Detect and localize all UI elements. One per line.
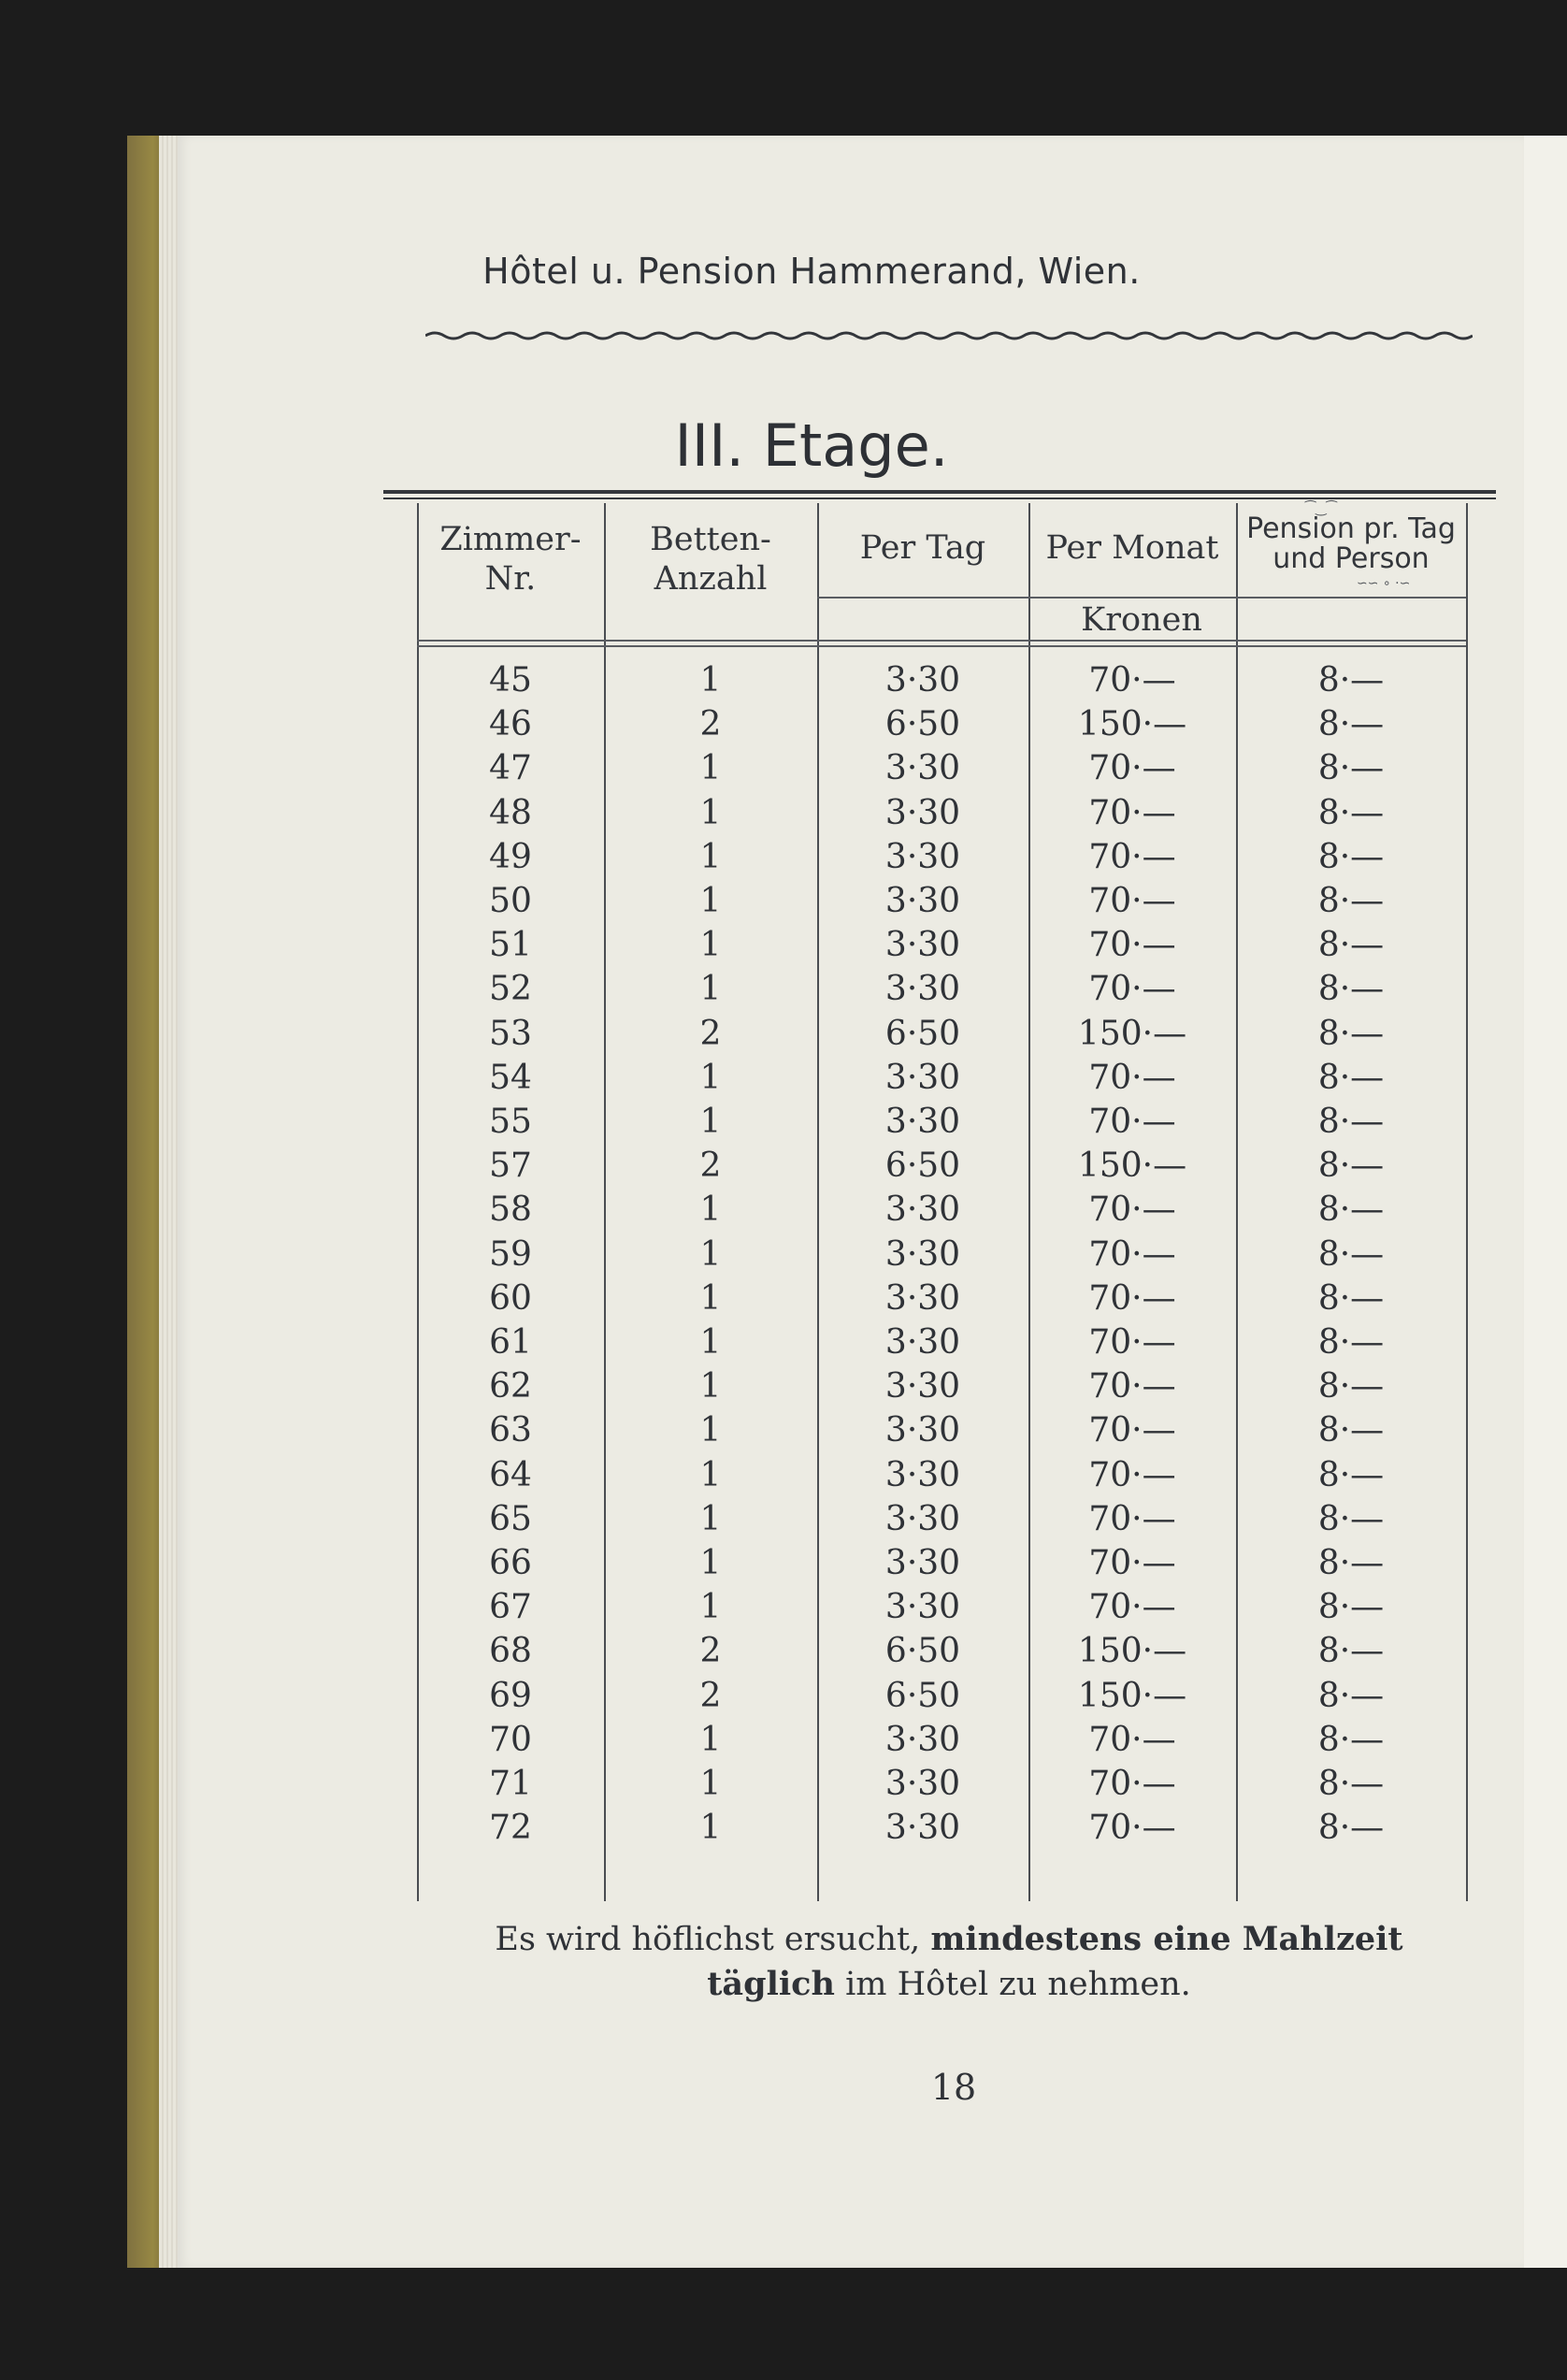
cell-per-monat: 150·—: [1077, 1676, 1187, 1715]
cell-per-monat: 70·—: [1088, 1499, 1176, 1538]
decorative-wave-rule: [425, 329, 1473, 342]
cell-betten-anzahl: 1: [699, 1103, 722, 1141]
cell-pension: 8·—: [1317, 1411, 1385, 1450]
table-row: [417, 1806, 1466, 1850]
cell-betten-anzahl: 1: [699, 1367, 722, 1406]
cell-per-monat: 70·—: [1088, 1544, 1176, 1582]
cell-pension: 8·—: [1317, 882, 1385, 920]
table-row: [417, 835, 1466, 879]
note-emphasis: täglich: [707, 1965, 835, 2003]
cell-pension: 8·—: [1317, 1014, 1385, 1053]
table-row: [417, 1718, 1466, 1762]
table-row: [417, 1233, 1466, 1277]
cell-pension: 8·—: [1317, 1367, 1385, 1406]
cell-per-monat: 150·—: [1077, 705, 1187, 744]
table-row: [417, 1320, 1466, 1364]
cell-per-monat: 70·—: [1088, 1411, 1176, 1450]
cell-pension: 8·—: [1317, 1278, 1385, 1318]
table-row: [417, 1408, 1466, 1452]
cell-per-monat: 70·—: [1088, 1367, 1176, 1406]
header-pension: Pension pr. Tag und Person: [1246, 512, 1456, 575]
cell-pension: 8·—: [1317, 1103, 1385, 1141]
cell-per-tag: 3·30: [884, 793, 961, 832]
cell-betten-anzahl: 1: [699, 1455, 722, 1494]
cell-per-monat: 70·—: [1088, 1278, 1176, 1318]
cell-per-tag: 3·30: [884, 1367, 961, 1406]
cell-zimmer-nr: 67: [489, 1588, 532, 1627]
header-per-monat: Per Monat: [1045, 529, 1219, 567]
table-row: [417, 923, 1466, 967]
table-row: [417, 1453, 1466, 1497]
cell-per-tag: 6·50: [884, 1014, 961, 1053]
cell-pension: 8·—: [1317, 793, 1385, 832]
ornament-icon: ∽∽ ∘ ·∽: [1357, 576, 1411, 591]
cell-betten-anzahl: 1: [699, 926, 722, 965]
table-row: [417, 1277, 1466, 1320]
cell-zimmer-nr: 55: [489, 1103, 532, 1141]
cell-per-monat: 70·—: [1088, 1323, 1176, 1362]
cell-pension: 8·—: [1317, 1147, 1385, 1186]
cell-per-monat: 70·—: [1088, 1103, 1176, 1141]
cell-per-tag: 3·30: [884, 1720, 961, 1759]
cell-betten-anzahl: 2: [699, 1676, 722, 1715]
header-zimmer: Zimmer-Nr.: [439, 521, 582, 598]
table-row: [417, 1585, 1466, 1629]
cell-zimmer-nr: 70: [489, 1720, 532, 1759]
cell-betten-anzahl: 1: [699, 1544, 722, 1582]
cell-per-monat: 70·—: [1088, 882, 1176, 920]
cell-betten-anzahl: 1: [699, 1720, 722, 1759]
cell-per-tag: 6·50: [884, 705, 961, 744]
cell-per-tag: 6·50: [884, 1676, 961, 1715]
cell-per-monat: 70·—: [1088, 970, 1176, 1009]
cell-per-tag: 3·30: [884, 1323, 961, 1362]
cell-zimmer-nr: 46: [489, 705, 532, 744]
cell-zimmer-nr: 68: [489, 1632, 532, 1671]
cell-per-tag: 3·30: [884, 1765, 961, 1803]
cell-per-tag: 6·50: [884, 1147, 961, 1186]
cell-pension: 8·—: [1317, 1455, 1385, 1494]
cell-per-monat: 70·—: [1088, 793, 1176, 832]
table-top-rule-thin: [383, 498, 1496, 499]
cell-zimmer-nr: 51: [489, 926, 532, 965]
table-row: [417, 1012, 1466, 1056]
cell-per-tag: 3·30: [884, 1058, 961, 1097]
table-row: [417, 1056, 1466, 1100]
table-row: [417, 1100, 1466, 1144]
cell-zimmer-nr: 54: [489, 1058, 532, 1097]
floor-title: III. Etage.: [674, 411, 949, 480]
cell-betten-anzahl: 1: [699, 1765, 722, 1803]
header-rule: [417, 640, 1466, 642]
cell-zimmer-nr: 48: [489, 793, 532, 832]
cell-per-tag: 3·30: [884, 926, 961, 965]
table-row: [417, 1497, 1466, 1541]
cell-betten-anzahl: 2: [699, 1147, 722, 1186]
table-row: [417, 1144, 1466, 1188]
cell-per-monat: 70·—: [1088, 1588, 1176, 1627]
page-number: 18: [930, 2067, 977, 2108]
cell-pension: 8·—: [1317, 970, 1385, 1009]
table-row: [417, 746, 1466, 790]
cell-per-tag: 3·30: [884, 1544, 961, 1582]
cell-betten-anzahl: 2: [699, 1014, 722, 1053]
cell-pension: 8·—: [1317, 1058, 1385, 1097]
note-text: im Hôtel zu nehmen.: [834, 1966, 1191, 2003]
cell-per-monat: 70·—: [1088, 1190, 1176, 1230]
cell-per-monat: 70·—: [1088, 1720, 1176, 1759]
cell-zimmer-nr: 64: [489, 1455, 532, 1494]
cell-zimmer-nr: 72: [489, 1809, 532, 1848]
cell-betten-anzahl: 1: [699, 1234, 722, 1274]
cell-betten-anzahl: 1: [699, 1809, 722, 1848]
cell-pension: 8·—: [1317, 1676, 1385, 1715]
cell-pension: 8·—: [1317, 1323, 1385, 1362]
table-row: [417, 1541, 1466, 1585]
header-subrule: [817, 597, 1466, 599]
cell-per-tag: 3·30: [884, 1278, 961, 1318]
table-row: [417, 1188, 1466, 1232]
cell-betten-anzahl: 1: [699, 837, 722, 876]
cell-zimmer-nr: 61: [489, 1323, 532, 1362]
cell-pension: 8·—: [1317, 1588, 1385, 1627]
cell-zimmer-nr: 53: [489, 1014, 532, 1053]
cell-betten-anzahl: 2: [699, 705, 722, 744]
cell-betten-anzahl: 1: [699, 1499, 722, 1538]
table-row: [417, 791, 1466, 835]
cell-zimmer-nr: 63: [489, 1411, 532, 1450]
cell-pension: 8·—: [1317, 1809, 1385, 1848]
cell-per-tag: 3·30: [884, 1499, 961, 1538]
meal-note: [411, 1917, 1487, 2007]
cell-pension: 8·—: [1317, 1190, 1385, 1230]
cell-betten-anzahl: 1: [699, 882, 722, 920]
cell-per-tag: 3·30: [884, 1588, 961, 1627]
cell-zimmer-nr: 69: [489, 1676, 532, 1715]
cell-betten-anzahl: 1: [699, 1411, 722, 1450]
cell-per-tag: 3·30: [884, 970, 961, 1009]
table-row: [417, 1674, 1466, 1718]
cell-pension: 8·—: [1317, 1544, 1385, 1582]
cell-per-tag: 3·30: [884, 661, 961, 700]
cell-per-monat: 70·—: [1088, 1058, 1176, 1097]
table-top-rule: [383, 490, 1496, 494]
ornament-icon: ⁀‿⁀: [1305, 501, 1337, 516]
cell-pension: 8·—: [1317, 1499, 1385, 1538]
header-per-tag: Per Tag: [859, 529, 986, 567]
cell-zimmer-nr: 59: [489, 1234, 532, 1274]
cell-pension: 8·—: [1317, 705, 1385, 744]
cell-zimmer-nr: 58: [489, 1190, 532, 1230]
cell-pension: 8·—: [1317, 1632, 1385, 1671]
cell-per-tag: 3·30: [884, 1411, 961, 1450]
cell-per-monat: 70·—: [1088, 926, 1176, 965]
cell-betten-anzahl: 1: [699, 1323, 722, 1362]
cell-per-monat: 70·—: [1088, 1455, 1176, 1494]
cell-zimmer-nr: 66: [489, 1544, 532, 1582]
cell-zimmer-nr: 50: [489, 882, 532, 920]
note-text: Es wird höflichst ersucht,: [495, 1921, 931, 1958]
cell-zimmer-nr: 45: [489, 661, 532, 700]
cell-per-tag: 3·30: [884, 882, 961, 920]
table-row: [417, 1762, 1466, 1806]
cell-betten-anzahl: 1: [699, 1278, 722, 1318]
cell-per-monat: 70·—: [1088, 749, 1176, 788]
cell-per-monat: 70·—: [1088, 1234, 1176, 1274]
cell-per-monat: 150·—: [1077, 1147, 1187, 1186]
cell-per-monat: 70·—: [1088, 661, 1176, 700]
cell-zimmer-nr: 49: [489, 837, 532, 876]
cell-pension: 8·—: [1317, 837, 1385, 876]
cell-zimmer-nr: 47: [489, 749, 532, 788]
cell-betten-anzahl: 1: [699, 1190, 722, 1230]
cell-betten-anzahl: 1: [699, 749, 722, 788]
cell-pension: 8·—: [1317, 1720, 1385, 1759]
table-row: [417, 1364, 1466, 1408]
cell-per-monat: 70·—: [1088, 837, 1176, 876]
cell-zimmer-nr: 62: [489, 1367, 532, 1406]
cell-per-tag: 3·30: [884, 1455, 961, 1494]
cell-per-tag: 3·30: [884, 1234, 961, 1274]
note-emphasis: mindestens eine Mahlzeit: [930, 1920, 1403, 1958]
cell-per-tag: 6·50: [884, 1632, 961, 1671]
table-row: [417, 879, 1466, 923]
cell-per-tag: 3·30: [884, 1809, 961, 1848]
cell-per-tag: 3·30: [884, 749, 961, 788]
cell-zimmer-nr: 65: [489, 1499, 532, 1538]
table-border-right: [1466, 503, 1468, 1901]
cell-zimmer-nr: 57: [489, 1147, 532, 1186]
cell-betten-anzahl: 1: [699, 970, 722, 1009]
cell-per-tag: 3·30: [884, 1190, 961, 1230]
cell-betten-anzahl: 2: [699, 1632, 722, 1671]
cell-betten-anzahl: 1: [699, 1588, 722, 1627]
cell-zimmer-nr: 71: [489, 1765, 532, 1803]
cell-betten-anzahl: 1: [699, 661, 722, 700]
cell-per-tag: 3·30: [884, 1103, 961, 1141]
room-price-table: [417, 503, 1466, 1901]
cell-pension: 8·—: [1317, 1765, 1385, 1803]
header-betten: Betten-Anzahl: [650, 521, 771, 598]
table-row: [417, 967, 1466, 1011]
cell-pension: 8·—: [1317, 1234, 1385, 1274]
cell-per-tag: 3·30: [884, 837, 961, 876]
cell-per-monat: 70·—: [1088, 1809, 1176, 1848]
cell-per-monat: 150·—: [1077, 1632, 1187, 1671]
header-unit: Kronen: [1081, 601, 1202, 639]
table-row: [417, 1629, 1466, 1673]
cell-betten-anzahl: 1: [699, 1058, 722, 1097]
header-rule: [417, 645, 1466, 647]
cell-per-monat: 150·—: [1077, 1014, 1187, 1053]
running-head: Hôtel u. Pension Hammerand, Wien.: [482, 251, 1141, 292]
cell-zimmer-nr: 52: [489, 970, 532, 1009]
cell-zimmer-nr: 60: [489, 1278, 532, 1318]
cell-pension: 8·—: [1317, 749, 1385, 788]
cell-pension: 8·—: [1317, 926, 1385, 965]
cell-per-monat: 70·—: [1088, 1765, 1176, 1803]
table-row: [417, 702, 1466, 746]
cell-pension: 8·—: [1317, 661, 1385, 700]
table-row: [417, 658, 1466, 702]
cell-betten-anzahl: 1: [699, 793, 722, 832]
